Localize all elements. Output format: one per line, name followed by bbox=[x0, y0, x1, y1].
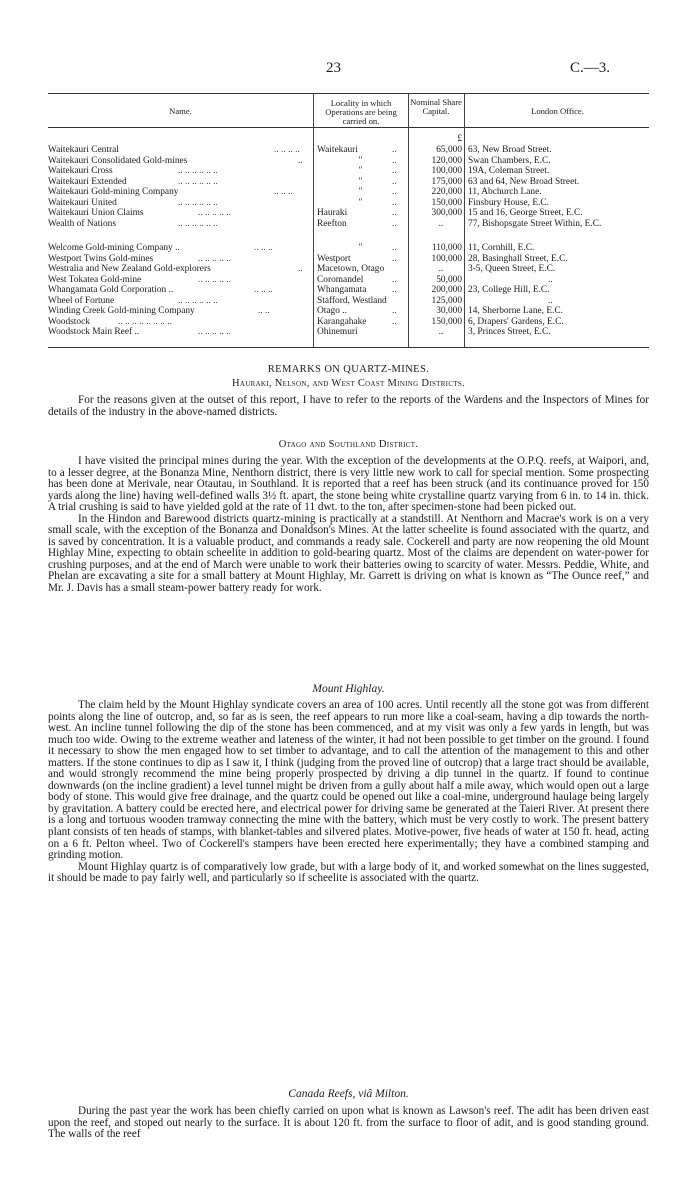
london-office: 63, New Broad Street. bbox=[468, 145, 552, 155]
table-row: Welcome Gold-mining Company .. .. .. .. " .. 110,000 11, Cornhill, E.C. bbox=[48, 243, 649, 254]
company-name: Waitekauri Central bbox=[48, 145, 119, 155]
capital: 200,000 bbox=[431, 285, 462, 295]
company-name: Westport Twins Gold-mines bbox=[48, 253, 154, 264]
column-header-capital: Nominal Share Capital. bbox=[410, 97, 462, 117]
capital: 65,000 bbox=[436, 145, 462, 155]
capital: 220,000 bbox=[431, 187, 462, 197]
company-name: Waitekauri United bbox=[48, 197, 117, 208]
london-office: 28, Basinghall Street, E.C. bbox=[468, 253, 568, 264]
london-office: 77, Bishopsgate Street Within, E.C. bbox=[468, 218, 602, 229]
locality: Karangahake bbox=[317, 316, 367, 327]
london-office: 15 and 16, George Street, E.C. bbox=[468, 208, 583, 218]
company-name: Waitekauri Union Claims bbox=[48, 208, 144, 218]
body-paragraph-block bbox=[48, 1106, 649, 1141]
locality: Waitekauri bbox=[317, 145, 358, 155]
table-row: Waitekauri Gold-mining Company .. .. .. " .. 220,000 11, Abchurch Lane. bbox=[48, 187, 649, 198]
company-name: Waitekauri Gold-mining Company bbox=[48, 187, 179, 197]
locality: Whangamata bbox=[317, 285, 367, 295]
table-row: Wheel of Fortune .. .. .. .. .. .. Stafford, Westland 125,000 .. bbox=[48, 295, 553, 306]
capital: 50,000 bbox=[436, 274, 462, 285]
capital: 125,000 bbox=[431, 295, 462, 306]
column-header-office: London Office. bbox=[531, 106, 584, 116]
london-office: 3, Princes Street, E.C. bbox=[468, 327, 551, 337]
london-office: Swan Chambers, E.C. bbox=[468, 155, 551, 166]
column-header-name: Name. bbox=[169, 106, 192, 116]
company-name: Waitekauri Consolidated Gold-mines bbox=[48, 155, 188, 166]
paragraph: For the reasons given at the outset of this report, I have to refer to the reports of the Wardens and the Inspectors of Mines for details of the industry in the above-named districts. bbox=[48, 394, 649, 418]
company-name: Winding Creek Gold-mining Company bbox=[48, 306, 195, 316]
company-name: Welcome Gold-mining Company .. bbox=[48, 243, 180, 253]
capital: 175,000 bbox=[431, 176, 462, 187]
capital: 120,000 bbox=[431, 155, 462, 166]
page-number: 23 bbox=[326, 60, 341, 76]
body-paragraph-block bbox=[48, 456, 649, 595]
company-name: Westralia and New Zealand Gold-explorers bbox=[48, 264, 211, 274]
company-name: Wheel of Fortune bbox=[48, 295, 115, 306]
capital: 100,000 bbox=[431, 253, 462, 264]
table-row: Winding Creek Gold-mining Company .. .. Otago .. .. 30,000 14, Sherborne Lane, E.C. bbox=[48, 306, 649, 317]
paragraph: I have visited the principal mines during the year. With the exception of the developments at the O.P.Q. reefs, at Waipori, and, to a lesser degree, at the Bonanza Mine, Nenthorn district, there is very little new work to call for special mention. Some prospecting has been done at Merivale, near Otautau, in Southland. It is reported that a reef has been struck (and its continuance proved for 150 yards along the line) having well-defined walls 3½ ft. apart, the stone being white crystalline quartz varying from 6 in. to 14 in. thick. A trial crushing is said to have yielded gold at the rate of 11 dwt. to the ton, after specimen-stone had been picked out. bbox=[48, 455, 649, 514]
locality: " bbox=[358, 197, 362, 208]
london-office: 63 and 64, New Broad Street. bbox=[468, 176, 580, 187]
london-office: 6, Drapers' Gardens, E.C. bbox=[468, 316, 564, 327]
table-row: Westport Twins Gold-mines .. .. .. .. .. Westport .. 100,000 28, Basinghall Street, E.C. bbox=[48, 254, 649, 265]
section-heading: Canada Reefs, viâ Milton. bbox=[288, 1088, 409, 1100]
capital: 150,000 bbox=[431, 197, 462, 208]
table-bottom-rule bbox=[48, 347, 649, 348]
paragraph: During the past year the work has been chiefly carried on upon what is known as Lawson's reef. The adit has been driven east upon the reef, and stoped out nearly to the surface. It is about 120 ft. from the surface to floor of adit, and is good standing ground. The walls of the reef bbox=[48, 1105, 649, 1141]
london-office: 14, Sherborne Lane, E.C. bbox=[468, 306, 564, 316]
table-top-rule bbox=[48, 93, 649, 94]
table-row: Wealth of Nations .. .. .. .. .. .. Reefton .. .. 77, Bishopsgate Street Within, E.C. bbox=[48, 219, 649, 241]
capital: .. bbox=[438, 327, 444, 337]
capital: 110,000 bbox=[431, 243, 462, 253]
london-office: 11, Abchurch Lane. bbox=[468, 187, 542, 197]
currency-symbol: £ bbox=[457, 134, 462, 144]
remarks-title: REMARKS ON QUARTZ-MINES. bbox=[267, 364, 430, 375]
table-row: Westralia and New Zealand Gold-explorers .. Macetown, Otago .. 3-5, Queen Street, E.C. bbox=[48, 264, 649, 275]
table-row: Waitekauri Consolidated Gold-mines .. " .. 120,000 Swan Chambers, E.C. bbox=[48, 156, 649, 167]
company-name: Whangamata Gold Corporation .. bbox=[48, 285, 174, 295]
london-office: .. bbox=[548, 274, 553, 285]
currency-row bbox=[48, 134, 649, 145]
locality: Otago .. bbox=[317, 306, 347, 316]
locality: Stafford, Westland bbox=[317, 295, 387, 306]
section-heading: Hauraki, Nelson, and West Coast Mining Districts. bbox=[232, 378, 465, 389]
section-heading: Otago and Southland District. bbox=[278, 439, 419, 450]
company-name: Wealth of Nations bbox=[48, 218, 116, 229]
locality: Macetown, Otago bbox=[317, 264, 385, 274]
table-row: Woodstock .. .. .. .. .. .. .. .. Karangahake .. 150,000 6, Drapers' Gardens, E.C. bbox=[48, 317, 649, 328]
london-office: Finsbury House, E.C. bbox=[468, 197, 549, 208]
paragraph: The claim held by the Mount Highlay syndicate covers an area of 100 acres. Until recently all the stone got was from different points along the line of outcrop, and, so far as is seen, the reef appears to run more like a coal-seam, having a dip towards the north-west. An incline tunnel following the dip of the stone has been commenced, and at my visit was only a few yards in length, but was much too wide. Owing to the extreme weather and lateness of the winter, it had not been possible to get timber on the ground. I found it necessary to show the men engaged how to set timber to advantage, and to call the attention of the management to this and other matters. If the stone continues to dip as I saw it, I think (judging from the proved line of outcrop) that a large tract should be available, and would strongly recommend the mine being properly prospected by driving a dip tunnel in the quartz. If found to continue downwards (on the incline gradient) a level tunnel might be driven from a gully about half a mile away, which would open out a large body of stone. This would give free drainage, and the quartz could be opened out like a coal-mine, underground haulage being largely by gravitation. A battery could be erected here, and electrical power for driving same be generated at the Taieri River. At present there is a long and tortuous wooden tramway connecting the mine with the battery, which must be very costly to work. The present battery plant consists of ten heads of stamps, with blanket-tables and silvered plates. Motive-power, five heads of water at 150 ft. head, acting on a 6 ft. Pelton wheel. Two of Cockerell's stampers have been erected here experimentally; they have a combined stamping and grinding motion. bbox=[48, 699, 649, 862]
table-row: West Tokatea Gold-mine .. .. .. .. .. Coromandel .. 50,000 .. bbox=[48, 274, 553, 285]
company-name: West Tokatea Gold-mine bbox=[48, 274, 142, 285]
body-paragraph-block bbox=[48, 395, 649, 418]
company-name: Waitekauri Cross bbox=[48, 166, 113, 176]
capital: 100,000 bbox=[431, 166, 462, 176]
capital: .. bbox=[438, 264, 444, 274]
capital: 150,000 bbox=[431, 316, 462, 327]
company-name: Waitekauri Extended bbox=[48, 176, 127, 187]
table-row: Waitekauri United .. .. .. .. .. .. " .. 150,000 Finsbury House, E.C. bbox=[48, 198, 649, 209]
column-header-locality: Locality in which Operations are being carried on. bbox=[325, 98, 397, 127]
london-office: 11, Cornhill, E.C. bbox=[468, 243, 535, 253]
london-office: 23, College Hill, E.C. bbox=[468, 285, 550, 295]
company-name: Woodstock bbox=[48, 316, 90, 327]
locality: " bbox=[358, 176, 362, 187]
locality: " bbox=[358, 243, 362, 253]
company-name: Woodstock Main Reef .. bbox=[48, 327, 140, 337]
locality: Westport bbox=[317, 253, 351, 264]
table-row: Waitekauri Extended .. .. .. .. .. .. " .. 175,000 63 and 64, New Broad Street. bbox=[48, 177, 649, 188]
paragraph: Mount Highlay quartz is of comparatively low grade, but with a large body of it, and worked somewhat on the lines suggested, it should be made to pay fairly well, and particularly so if scheelite is associated with the quartz. bbox=[48, 860, 649, 885]
locality: Coromandel bbox=[317, 274, 364, 285]
table-header-rule bbox=[48, 127, 649, 128]
table-row: Waitekauri Central .. .. .. .. Waitekauri .. 65,000 63, New Broad Street. bbox=[48, 145, 649, 156]
paragraph: In the Hindon and Barewood districts quartz-mining is practically at a standstill. At Nenthorn and Macrae's work is on a very small scale, with the exception of the Bonanza and Donaldson's Mines. At the latter scheelite is found associated with the quartz, and is saved by concentration. It is a valuable product, and commands a ready sale. Cockerell and party are now reopening the old Mount Highlay Mine, expecting to obtain scheelite in addition to gold-bearing quartz. Most of the claims are dependent on water-power for crushing purposes, and at the end of March were unable to work their batteries owing to scarcity of water. Messrs. Peddie, White, and Phelan are excavating a site for a small battery at Mount Highlay, Mr. Garrett is driving on what is known as “The Ounce reef,” and Mr. J. Davis has a small steam-power battery ready for work. bbox=[48, 512, 649, 595]
table-row: Woodstock Main Reef .. .. .. .. .. .. Ohinemuri .. 3, Princes Street, E.C. bbox=[48, 327, 649, 338]
capital: 30,000 bbox=[436, 306, 462, 316]
locality: Ohinemuri bbox=[317, 327, 358, 337]
london-office: .. bbox=[548, 295, 553, 306]
london-office: 3-5, Queen Street, E.C. bbox=[468, 264, 556, 274]
body-paragraph-block bbox=[48, 700, 649, 885]
locality: " bbox=[358, 155, 362, 166]
capital: .. bbox=[438, 218, 444, 229]
locality: Hauraki bbox=[317, 208, 348, 218]
locality: Reefton bbox=[317, 218, 347, 229]
table-row: Whangamata Gold Corporation .. .. .. .. Whangamata .. 200,000 23, College Hill, E.C. bbox=[48, 285, 649, 296]
locality: " bbox=[358, 166, 362, 176]
locality: " bbox=[358, 187, 362, 197]
table-row: Waitekauri Cross .. .. .. .. .. .. " .. 100,000 19A, Coleman Street. bbox=[48, 166, 649, 177]
section-heading: Mount Highlay. bbox=[312, 683, 385, 695]
capital: 300,000 bbox=[431, 208, 462, 218]
page-reference: C.—3. bbox=[570, 60, 611, 76]
london-office: 19A, Coleman Street. bbox=[468, 166, 550, 176]
table-row: Waitekauri Union Claims .. .. .. .. .. Hauraki .. 300,000 15 and 16, George Street, E.C. bbox=[48, 208, 649, 219]
